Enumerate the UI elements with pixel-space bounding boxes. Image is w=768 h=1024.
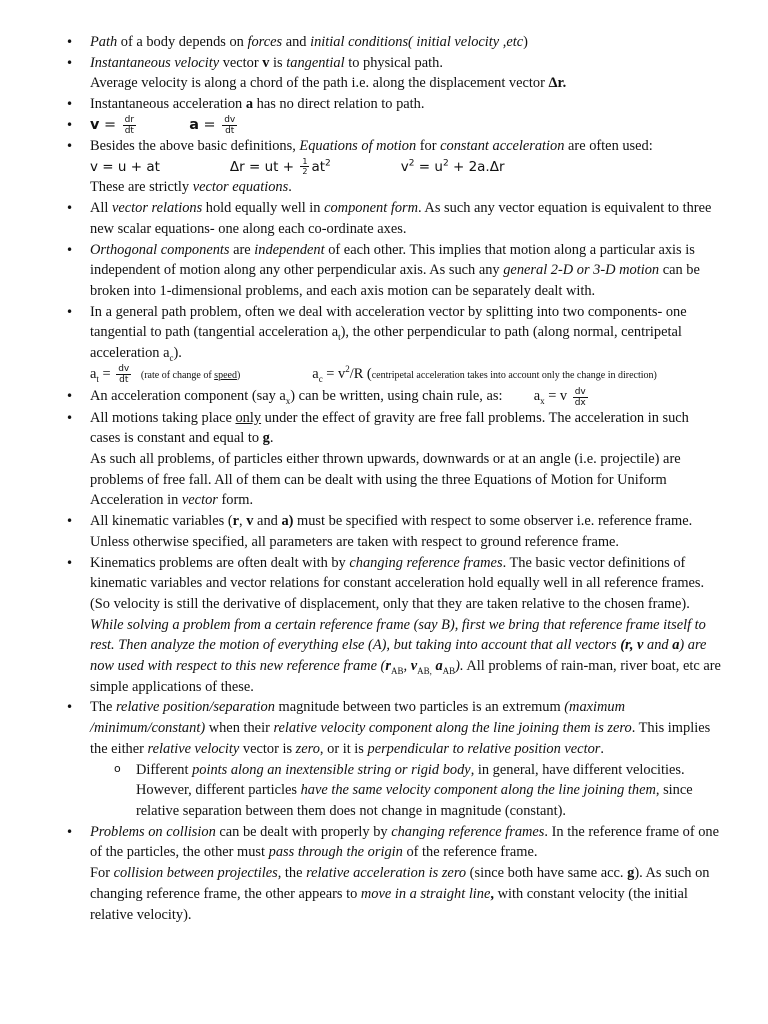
term-forces: forces	[247, 34, 283, 50]
bullet-relative-separation: • The relative position/separation magnitude between two particles is an extremum (maximum /minimum/constant) when their relative velocity component along the line joining them is zero. This implies the either relative velocity vector is zero, or it is perpendicular to relative position vector.	[0, 697, 768, 759]
notes-page	[0, 32, 768, 925]
bullet-instantaneous-velocity: • Instantaneous velocity vector v is tangential to physical path. Average velocity is along a chord of the path i.e. along the displacement vector Δr.	[0, 53, 768, 94]
equation-centripetal-acceleration: $a_c = v^2/R$ (centripetal acceleration takes into account only the change in direction)	[312, 363, 657, 384]
fraction-dr-dt: $\frac{dr}{dt}$	[124, 115, 135, 136]
bullet-tangential-centripetal: • In a general path problem, often we deal with acceleration vector by splitting into two components- one tangential to path (tangential acceleration $a_t$), the other perpendicular to path (along normal, centripetal acceleration $a_c$). $a_t$ = $\frac{dv}{dt}$ (rate of change of speed) $a_c = v^2/R$ (centripetal acceleration takes into account only the change in direction)	[0, 302, 768, 387]
subbullet-inextensible-string: o Different points along an inextensible string or rigid body, in general, have different velocities. However, different particles have the same velocity component along the line joining them, since relative separation between them does not change in magnitude (constant).	[0, 760, 768, 822]
bullet-collision: • Problems on collision can be dealt with properly by changing reference frames. In the reference frame of one of the particles, the other must pass through the origin of the reference frame. For collision between projectiles, the relative acceleration is zero (since both have same acc. g). As such on changing reference frame, the other appears to move in a straight line, with constant velocity (the initial relative velocity).	[0, 822, 768, 926]
equation-tangential-acceleration: $a_t$ = $\frac{dv}{dt}$ (rate of change of speed)	[90, 363, 241, 385]
bullet-instantaneous-acceleration: • Instantaneous acceleration a has no direct relation to path.	[0, 94, 768, 115]
fraction-dv-dt: $\frac{dv}{dt}$	[224, 115, 236, 136]
bullet-derivative-definitions: • v = $\frac{dr}{dt}$ a = $\frac{dv}{dt}$	[0, 115, 768, 136]
bullet-kinematic-variables: • All kinematic variables (r, v and a) must be specified with respect to some observer i.e. reference frame. Unless otherwise specified, all parameters are taken with respect to ground reference frame.	[0, 511, 768, 552]
equations-row	[90, 159, 505, 175]
bullet-path: • Path of a body depends on forces and initial conditions( initial velocity ,etc)	[0, 32, 768, 53]
equation-velocity-squared: $v^2 = u^2 + 2a.\Delta r$	[400, 158, 505, 175]
bullet-chain-rule: • An acceleration component (say $a_x$) can be written, using chain rule, as: $a_x = v$ $\frac{dv}{dx}$	[0, 386, 768, 407]
equation-displacement: Δr = ut + $\frac{1}{2}$ $at^2$	[229, 157, 331, 177]
bullet-orthogonal-components: • Orthogonal components are independent of each other. This implies that motion along a particular axis is independent of motion along any other perpendicular axis. As such any general 2-D or 3-D motion can be broken into 1-dimensional problems, and each axis motion can be separately dealt with.	[0, 240, 768, 302]
bullet-component-form: • All vector relations hold equally well in component form. As such any vector equation is equivalent to three new scalar equations- one along each co-ordinate axes.	[0, 198, 768, 239]
equation-chain-rule: $a_x = v$ $\frac{dv}{dx}$	[533, 386, 586, 408]
bullet-free-fall: • All motions taking place only under the effect of gravity are free fall problems. The acceleration in such cases is constant and equal to g. As such all problems, of particles either thrown upwards, downwards or at an angle (i.e. projectile) are problems of free fall. All of them can be dealt with using the three Equations of Motion for Uniform Acceleration in vector form.	[0, 408, 768, 512]
term-path: Path	[90, 34, 118, 50]
equation-velocity: v = u + at	[90, 158, 160, 175]
term-initial-conditions: initial conditions( initial velocity ,etc	[310, 34, 524, 50]
bullet-equations-of-motion: • Besides the above basic definitions, Equations of motion for constant acceleration are often used: v = u + at Δr = ut + $\frac{1}{2}$ $at^2$ $v^2 = u^2 + 2a.\Delta r$ These are strictly vector equations.	[0, 136, 768, 198]
bullet-reference-frames: • Kinematics problems are often dealt with by changing reference frames. The basic vector definitions of kinematic variables and vector relations for constant acceleration hold equally well in all reference frames. (So velocity is still the derivative of displacement, only that they are taken relative to the chosen frame). While solving a problem from a certain reference frame (say B), first we bring that reference frame itself to rest. Then analyze the motion of everything else (A), but taking into account that all vectors (r, v and a) are now used with respect to this new reference frame ($r_{AB}$, $v_{AB,}$ $a_{AB}$). All problems of rain-man, river boat, etc are simple applications of these.	[0, 553, 768, 698]
